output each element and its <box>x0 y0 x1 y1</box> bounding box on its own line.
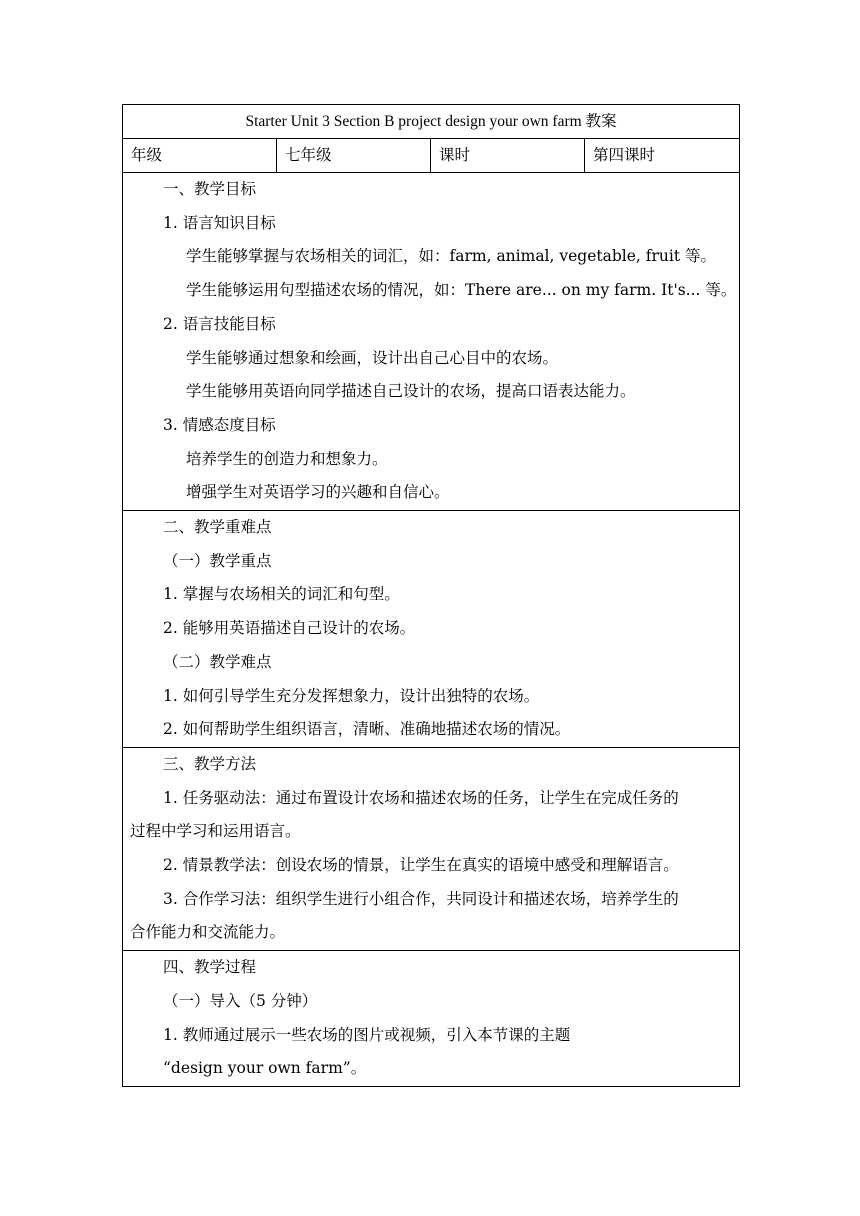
grade-value: 七年级 <box>277 139 431 173</box>
paragraph: 3. 合作学习法：组织学生进行小组合作，共同设计和描述农场，培养学生的 <box>163 889 679 908</box>
grade-label: 年级 <box>123 139 277 173</box>
subsection-heading: （二）教学难点 <box>163 652 272 671</box>
section-heading: 二、教学重难点 <box>163 518 272 537</box>
list-item: 1. 如何引导学生充分发挥想象力，设计出独特的农场。 <box>163 686 540 705</box>
period-value: 第四课时 <box>585 139 740 173</box>
subsection-heading: 1. 语言知识目标 <box>163 213 276 232</box>
period-label: 课时 <box>431 139 585 173</box>
paragraph-continuation: 过程中学习和运用语言。 <box>130 822 301 841</box>
paragraph: 学生能够通过想象和绘画，设计出自己心目中的农场。 <box>186 348 559 367</box>
key-points-row <box>123 511 740 748</box>
paragraph: 1. 教师通过展示一些农场的图片或视频，引入本节课的主题 <box>163 1025 571 1044</box>
paragraph: 增强学生对英语学习的兴趣和自信心。 <box>186 483 450 502</box>
key-points-section <box>123 511 740 748</box>
paragraph: 2. 情景教学法：创设农场的情景，让学生在真实的语境中感受和理解语言。 <box>163 856 679 875</box>
list-item: 2. 能够用英语描述自己设计的农场。 <box>163 619 416 638</box>
subsection-heading: （一）教学重点 <box>163 551 272 570</box>
section-heading: 三、教学方法 <box>163 754 257 773</box>
section-heading: 一、教学目标 <box>163 180 257 198</box>
info-row <box>123 139 740 173</box>
subsection-heading: （一）导入（5 分钟） <box>163 991 318 1010</box>
process-row <box>123 951 740 1087</box>
subsection-heading: 2. 语言技能目标 <box>163 314 276 333</box>
list-item: 1. 掌握与农场相关的词汇和句型。 <box>163 585 400 604</box>
paragraph: 学生能够掌握与农场相关的词汇，如：farm, animal, vegetable, fruit 等。 <box>186 247 717 266</box>
objectives-row <box>123 173 740 511</box>
process-section <box>123 951 740 1087</box>
paragraph-continuation: 合作能力和交流能力。 <box>130 923 286 942</box>
document-title: Starter Unit 3 Section B project design your own farm 教案 <box>123 105 740 139</box>
paragraph: 学生能够运用句型描述农场的情况，如：There are... on my farm. It's... 等。 <box>186 281 737 300</box>
objectives-section <box>123 173 740 511</box>
paragraph: 学生能够用英语向同学描述自己设计的农场，提高口语表达能力。 <box>186 382 636 401</box>
subsection-heading: 3. 情感态度目标 <box>163 415 276 434</box>
paragraph: 培养学生的创造力和想象力。 <box>186 449 388 468</box>
lesson-plan-table <box>122 104 740 1087</box>
methods-section <box>123 747 740 950</box>
paragraph: 1. 任务驱动法：通过布置设计农场和描述农场的任务，让学生在完成任务的 <box>163 788 679 807</box>
methods-row <box>123 747 740 950</box>
list-item: 2. 如何帮助学生组织语言，清晰、准确地描述农场的情况。 <box>163 720 571 739</box>
title-row <box>123 105 740 139</box>
section-heading: 四、教学过程 <box>163 958 257 977</box>
paragraph-continuation: “design your own farm”。 <box>163 1059 367 1078</box>
